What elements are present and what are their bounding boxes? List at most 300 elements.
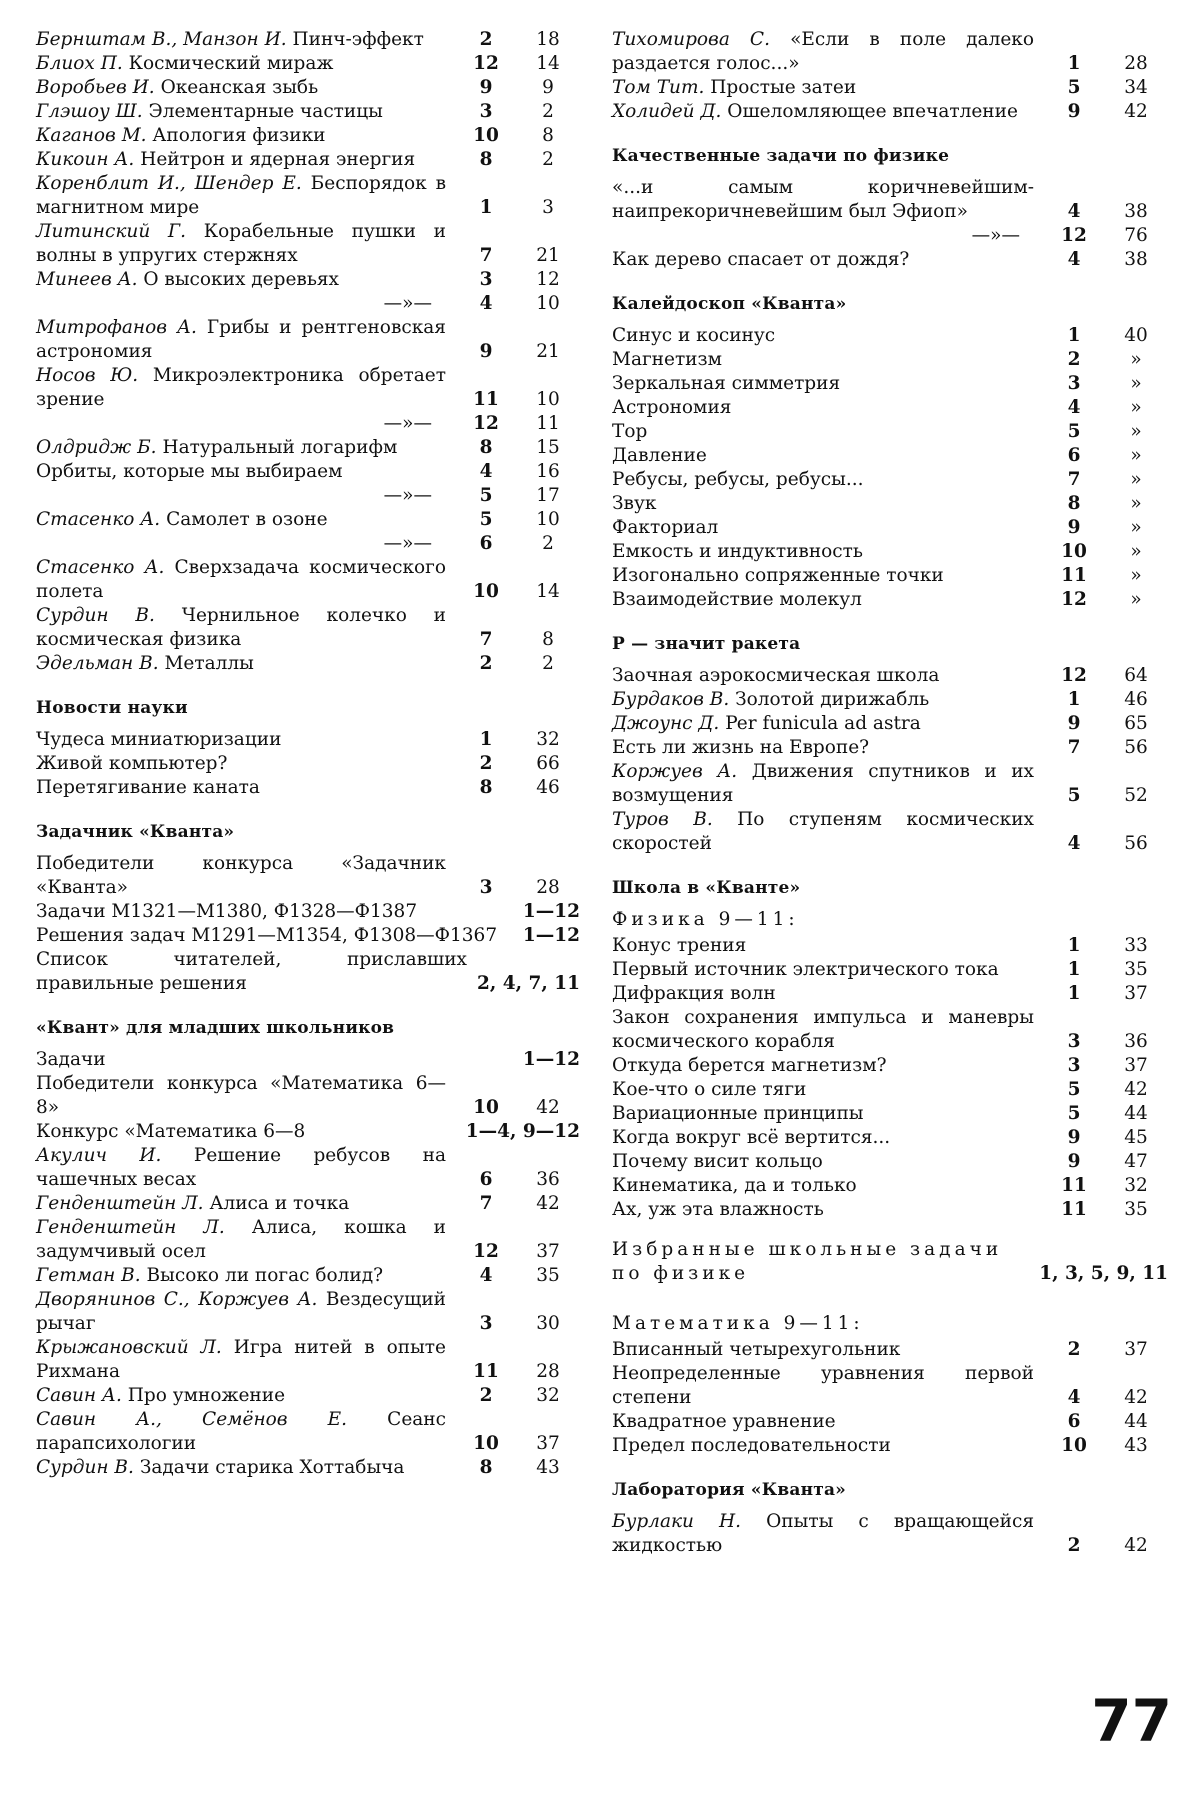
- entry-issue: 8: [479, 437, 493, 458]
- index-entry: [36, 532, 580, 556]
- entry-page: 8: [542, 125, 554, 146]
- entry-title-text: Игра нитей в опыте Рихмана: [36, 1337, 446, 1382]
- entry-page: 35: [536, 1265, 560, 1286]
- qualitative-section: [612, 144, 1168, 272]
- entry-issue: 2: [1067, 349, 1081, 370]
- entry-title: [612, 324, 1044, 348]
- entry-title-text: Кое-что о силе тяги: [612, 1079, 807, 1100]
- index-entry: [36, 1288, 580, 1336]
- index-entry: [36, 268, 580, 292]
- entry-issues: 1—12: [522, 1049, 580, 1070]
- entry-issue: 9: [1067, 1151, 1081, 1172]
- entry-page: 32: [536, 1385, 560, 1406]
- entry-issue: 6: [1067, 445, 1081, 466]
- index-entry: [36, 316, 580, 364]
- index-entry: [36, 484, 580, 508]
- entry-author: Блиох П.: [36, 53, 123, 74]
- index-entry: [612, 934, 1168, 958]
- entry-issue: 3: [1067, 1031, 1081, 1052]
- index-entry: [612, 760, 1168, 808]
- entry-title: [36, 508, 456, 532]
- entry-page: 37: [1124, 1339, 1148, 1360]
- entry-title: [36, 268, 456, 292]
- entry-title-text: Решения задач М1291—М1354, Ф1308—Ф1367: [36, 925, 498, 946]
- entry-title: [612, 396, 1044, 420]
- entry-title: [612, 516, 1044, 540]
- index-entry: [36, 124, 580, 148]
- index-entry: [612, 712, 1168, 736]
- entry-issue: 9: [1067, 713, 1081, 734]
- entry-author: Стасенко А.: [36, 509, 161, 530]
- problem-book-section: [36, 820, 580, 996]
- entry-title: [612, 100, 1044, 124]
- entry-title: [36, 220, 456, 268]
- index-entry: [36, 1192, 580, 1216]
- left-column: [36, 28, 580, 1486]
- entry-title: [36, 1336, 456, 1384]
- entry-page: 28: [536, 1361, 560, 1382]
- entry-issues: 1—12: [522, 925, 580, 946]
- entry-issue: 5: [479, 509, 493, 530]
- entry-title-text: Задачи старика Хоттабыча: [139, 1457, 405, 1478]
- entry-author: Носов Ю.: [36, 365, 139, 386]
- entry-author: Савин А., Семёнов Е.: [36, 1409, 348, 1430]
- index-entry: [36, 924, 580, 948]
- entry-title: [612, 1198, 1044, 1222]
- entry-page: 10: [536, 293, 560, 314]
- index-entry: [612, 76, 1168, 100]
- entry-issue: 2: [479, 29, 493, 50]
- entry-page: 2: [542, 101, 554, 122]
- entry-issue: 8: [479, 777, 493, 798]
- section-heading: Калейдоскоп «Кванта»: [612, 294, 847, 314]
- index-entry: [612, 324, 1168, 348]
- entry-title-text: По ступеням космических скоростей: [612, 809, 1034, 854]
- index-entry: [612, 1102, 1168, 1126]
- right-column: [612, 28, 1168, 1564]
- entry-title-text: Натуральный логарифм: [162, 437, 398, 458]
- entry-page: 37: [1124, 1055, 1148, 1076]
- entry-issue: 4: [1067, 249, 1081, 270]
- entry-issues: 2, 4, 7, 11: [476, 973, 580, 994]
- entry-author: Коренблит И., Шендер Е.: [36, 173, 302, 194]
- entry-issue: 12: [1061, 665, 1087, 686]
- entry-title-text: Океанская зыбь: [160, 77, 319, 98]
- entry-title-text: Задачи М1321—М1380, Ф1328—Ф1387: [36, 901, 418, 922]
- entry-title-text: Предел последовательности: [612, 1435, 891, 1456]
- entry-title-text: Список читателей, приславших правильные решения: [36, 949, 467, 994]
- entry-page: 9: [542, 77, 554, 98]
- entry-title: [612, 540, 1044, 564]
- section-heading: Р — значит ракета: [612, 634, 801, 654]
- index-entry: [612, 444, 1168, 468]
- index-entry: [36, 556, 580, 604]
- entry-title-text: Сверхзадача космического полета: [36, 557, 446, 602]
- index-entry: [612, 1054, 1168, 1078]
- entry-page: 32: [1124, 1175, 1148, 1196]
- entry-page: 14: [536, 53, 560, 74]
- entry-issue: 10: [473, 1433, 499, 1454]
- entry-title: [612, 712, 1044, 736]
- entry-title-text: Вписанный четырехугольник: [612, 1339, 901, 1360]
- entry-author: Глэшоу Ш.: [36, 101, 143, 122]
- entry-title-text: Заочная аэрокосмическая школа: [612, 665, 940, 686]
- entry-title: [36, 1048, 523, 1072]
- entry-title-text: Элементарные частицы: [148, 101, 383, 122]
- entry-issue: 2: [1067, 1339, 1081, 1360]
- index-entry: [612, 540, 1168, 564]
- entry-title: [612, 1410, 1044, 1434]
- entry-issue: 9: [1067, 101, 1081, 122]
- entry-title: —»—: [383, 485, 432, 506]
- entry-title: [612, 808, 1044, 856]
- entry-author: Гетман В.: [36, 1265, 141, 1286]
- entry-title-text: Ах, уж эта влажность: [612, 1199, 824, 1220]
- entry-title: [36, 1384, 456, 1408]
- index-entry: [36, 1384, 580, 1408]
- entry-issue: 5: [1067, 1079, 1081, 1100]
- entry-title-text: Конус трения: [612, 935, 747, 956]
- entry-title: [36, 76, 456, 100]
- entry-title: [36, 364, 456, 412]
- entry-page: 42: [1124, 1079, 1148, 1100]
- entry-title-text: Победители конкурса «Задачник «Кванта»: [36, 853, 446, 898]
- entry-title-text: О высоких деревьях: [143, 269, 339, 290]
- entry-title-text: Апология физики: [152, 125, 326, 146]
- entry-title: [612, 1150, 1044, 1174]
- index-entry: [36, 1072, 580, 1120]
- entry-page: 2: [542, 149, 554, 170]
- entry-page: 56: [1124, 737, 1148, 758]
- entry-page: 64: [1124, 665, 1148, 686]
- kaleidoscope-section: [612, 292, 1168, 612]
- entry-issue: 12: [473, 53, 499, 74]
- index-entry: [36, 28, 580, 52]
- entry-title-text: Откуда берется магнетизм?: [612, 1055, 887, 1076]
- juniors-section: [36, 1016, 580, 1480]
- entry-author: Том Тит.: [612, 77, 705, 98]
- index-entry: [36, 1336, 580, 1384]
- index-entry: [612, 808, 1168, 856]
- entry-page: 76: [1124, 225, 1148, 246]
- entry-author: Кикоин А.: [36, 149, 135, 170]
- entry-issue: 11: [1061, 1175, 1087, 1196]
- entry-page: 42: [536, 1097, 560, 1118]
- entry-title-text: Вариационные принципы: [612, 1103, 864, 1124]
- entry-issue: 10: [1061, 541, 1087, 562]
- entry-title: [36, 148, 456, 172]
- entry-issue: 10: [473, 1097, 499, 1118]
- index-entry: [612, 1078, 1168, 1102]
- entry-author: Стасенко А.: [36, 557, 165, 578]
- entry-page: 46: [1124, 689, 1148, 710]
- entry-author: Крыжановский Л.: [36, 1337, 222, 1358]
- entry-issue: 11: [1061, 565, 1087, 586]
- index-entry: [612, 664, 1168, 688]
- school-section: [612, 876, 1168, 1458]
- entry-title: —»—: [383, 533, 432, 554]
- entry-title: [36, 1192, 456, 1216]
- entry-title-text: Есть ли жизнь на Европе?: [612, 737, 870, 758]
- entry-page: 10: [536, 509, 560, 530]
- entry-title-text: «Если в поле далеко раздается голос...»: [612, 29, 1034, 74]
- index-entry: [36, 1216, 580, 1264]
- entry-issues: 1, 3, 5, 9, 11: [1039, 1263, 1168, 1284]
- entry-author: Тихомирова С.: [612, 29, 770, 50]
- entry-page: 37: [536, 1433, 560, 1454]
- index-entry: [612, 564, 1168, 588]
- entry-title-text: «...и самым коричневейшим-наипрекоричневейшим был Эфиоп»: [612, 177, 1034, 222]
- index-entry: [36, 76, 580, 100]
- entry-title: [612, 1510, 1044, 1558]
- index-entry: [36, 728, 580, 752]
- entry-issue: 1: [479, 197, 493, 218]
- entry-issue: 4: [479, 293, 493, 314]
- entry-title: [612, 934, 1044, 958]
- entry-title: [36, 172, 456, 220]
- entry-issue: 9: [479, 341, 493, 362]
- entry-title-text: Per funicula ad astra: [725, 713, 921, 734]
- entry-title-text: Ребусы, ребусы, ребусы...: [612, 469, 864, 490]
- entry-issue: 7: [1067, 737, 1081, 758]
- entry-title: [612, 420, 1044, 444]
- entry-title: [612, 444, 1044, 468]
- entry-title-text: Победители конкурса «Математика 6—8»: [36, 1073, 446, 1118]
- entry-page: 38: [1124, 201, 1148, 222]
- entry-title: [36, 436, 456, 460]
- entry-title-text: Простые затеи: [710, 77, 857, 98]
- entry-issue: 4: [1067, 833, 1081, 854]
- entry-issue: 9: [479, 77, 493, 98]
- physics-subheading: Физика 9—11:: [612, 909, 799, 930]
- entry-title-text: Зеркальная симметрия: [612, 373, 841, 394]
- entry-issue: 8: [479, 149, 493, 170]
- index-entry: [612, 1150, 1168, 1174]
- entry-title: [612, 760, 1044, 808]
- entry-title: [612, 1434, 1044, 1458]
- entry-page: 46: [536, 777, 560, 798]
- entry-title-text: Металлы: [164, 653, 254, 674]
- entry-issue: 3: [479, 877, 493, 898]
- index-entry: [612, 1338, 1168, 1362]
- entry-page: 66: [536, 753, 560, 774]
- entry-issue: 4: [479, 461, 493, 482]
- index-entry: [36, 776, 580, 800]
- entry-page: 36: [536, 1169, 560, 1190]
- entry-page: 35: [1124, 959, 1148, 980]
- entry-title-text: Движения спутников и их возмущения: [612, 761, 1034, 806]
- index-entry: [36, 508, 580, 532]
- entry-issue: 11: [473, 389, 499, 410]
- entry-page: »: [1130, 469, 1142, 490]
- section-heading: Новости науки: [36, 698, 188, 718]
- entry-page: 18: [536, 29, 560, 50]
- entry-title-text: Изогонально сопряженные точки: [612, 565, 944, 586]
- index-entry: [36, 412, 580, 436]
- entry-author: Туров В.: [612, 809, 713, 830]
- index-entry: [612, 1410, 1168, 1434]
- entry-page: 21: [536, 245, 560, 266]
- entry-author: Бернштам В., Манзон И.: [36, 29, 287, 50]
- index-entry: [36, 100, 580, 124]
- entry-title-text: Беспорядок в магнитном мире: [36, 173, 446, 218]
- entry-issue: 12: [1061, 225, 1087, 246]
- entry-page: 33: [1124, 935, 1148, 956]
- index-entry: [612, 176, 1168, 224]
- entry-issue: 9: [1067, 517, 1081, 538]
- entry-title-text: Перетягивание каната: [36, 777, 260, 798]
- entry-author: Джоунс Д.: [612, 713, 720, 734]
- entry-title: [36, 124, 456, 148]
- entry-issue: 3: [479, 1313, 493, 1334]
- entry-issue: 2: [1067, 1535, 1081, 1556]
- entry-page: 65: [1124, 713, 1148, 734]
- entry-title: [612, 372, 1044, 396]
- index-entry: [612, 420, 1168, 444]
- entry-title: [612, 688, 1044, 712]
- entry-page: 43: [1124, 1435, 1148, 1456]
- entry-title-text: Ошеломляющее впечатление: [727, 101, 1018, 122]
- index-entry: [36, 900, 580, 924]
- entry-title: [612, 588, 1044, 612]
- entry-title: [612, 176, 1044, 224]
- entry-issue: 12: [1061, 589, 1087, 610]
- entry-page: 3: [542, 197, 554, 218]
- entry-issue: 5: [1067, 1103, 1081, 1124]
- entry-issue: 2: [479, 653, 493, 674]
- authors-section: [36, 28, 580, 676]
- entry-title: Избранные школьные задачи по физике: [612, 1239, 1003, 1284]
- entry-author: Минеев А.: [36, 269, 138, 290]
- entry-title: [612, 248, 1044, 272]
- index-entry: [612, 1126, 1168, 1150]
- index-entry: [612, 688, 1168, 712]
- entry-issue: 3: [1067, 373, 1081, 394]
- entry-page: 45: [1124, 1127, 1148, 1148]
- entry-page: 16: [536, 461, 560, 482]
- lab-section: [612, 1478, 1168, 1558]
- entry-title: [36, 652, 456, 676]
- entry-issue: 7: [479, 629, 493, 650]
- entry-issue: 4: [1067, 201, 1081, 222]
- entry-author: Генденштейн Л.: [36, 1217, 225, 1238]
- entry-page: »: [1130, 349, 1142, 370]
- entry-issue: 11: [1061, 1199, 1087, 1220]
- entry-issue: 10: [473, 125, 499, 146]
- entry-title-text: Вездесущий рычаг: [36, 1289, 446, 1334]
- entry-title-text: Микроэлектроника обретает зрение: [36, 365, 446, 410]
- entry-page: »: [1130, 565, 1142, 586]
- entry-page: 2: [542, 533, 554, 554]
- entry-page: »: [1130, 421, 1142, 442]
- entry-issue: 2: [479, 1385, 493, 1406]
- entry-author: Бурдаков В.: [612, 689, 730, 710]
- entry-title-text: Закон сохранения импульса и маневры космического корабля: [612, 1007, 1034, 1052]
- entry-title: —»—: [383, 293, 432, 314]
- entry-title-text: Золотой дирижабль: [735, 689, 930, 710]
- entry-issue: 1: [1067, 983, 1081, 1004]
- entry-page: 14: [536, 581, 560, 602]
- index-entry: [612, 492, 1168, 516]
- entry-page: »: [1130, 541, 1142, 562]
- entry-title-text: Квадратное уравнение: [612, 1411, 836, 1432]
- index-entry: [612, 1362, 1168, 1410]
- entry-title: [36, 752, 456, 776]
- entry-title: [36, 852, 456, 900]
- entry-title-text: Пинч-эффект: [292, 29, 424, 50]
- entry-page: »: [1130, 445, 1142, 466]
- entry-issue: 7: [479, 1193, 493, 1214]
- entry-title: —»—: [383, 413, 432, 434]
- entry-title: [36, 1120, 466, 1144]
- entry-issue: 8: [479, 1457, 493, 1478]
- entry-title-text: Астрономия: [612, 397, 732, 418]
- entry-title-text: Алиса, кошка и задумчивый осел: [36, 1217, 446, 1262]
- entry-page: 35: [1124, 1199, 1148, 1220]
- entry-title-text: Живой компьютер?: [36, 753, 228, 774]
- entry-page: 37: [1124, 983, 1148, 1004]
- entry-title-text: Про умножение: [127, 1385, 286, 1406]
- entry-title: [612, 1078, 1044, 1102]
- index-entry: [36, 1048, 580, 1072]
- entry-issue: 1: [1067, 325, 1081, 346]
- index-entry: [36, 604, 580, 652]
- index-entry: [36, 1144, 580, 1192]
- entry-issue: 10: [473, 581, 499, 602]
- section-heading: Задачник «Кванта»: [36, 822, 235, 842]
- entry-title-text: Давление: [612, 445, 707, 466]
- entry-page: »: [1130, 397, 1142, 418]
- entry-title: [36, 948, 477, 996]
- entry-title: [612, 28, 1044, 76]
- index-entry: [36, 1264, 580, 1288]
- entry-title: [612, 664, 1044, 688]
- entry-author: Олдридж Б.: [36, 437, 157, 458]
- entry-author: Бурлаки Н.: [612, 1511, 742, 1532]
- entry-title: [612, 76, 1044, 100]
- entry-title: [36, 52, 456, 76]
- index-entry: [612, 1434, 1168, 1458]
- entry-issue: 5: [1067, 77, 1081, 98]
- entry-title-text: Почему висит кольцо: [612, 1151, 823, 1172]
- index-entry: [36, 752, 580, 776]
- entry-author: Дворянинов С., Коржуев А.: [36, 1289, 318, 1310]
- entry-title: [36, 1216, 456, 1264]
- entry-page: 36: [1124, 1031, 1148, 1052]
- entry-title-text: Дифракция волн: [612, 983, 776, 1004]
- section-heading: «Квант» для младших школьников: [36, 1018, 395, 1038]
- entry-title-text: Как дерево спасает от дождя?: [612, 249, 910, 270]
- index-entry: [36, 852, 580, 900]
- index-entry: [612, 468, 1168, 492]
- entry-issue: 7: [479, 245, 493, 266]
- entry-title-text: Факториал: [612, 517, 719, 538]
- rocket-section: [612, 632, 1168, 856]
- entry-page: 32: [536, 729, 560, 750]
- entry-title-text: Орбиты, которые мы выбираем: [36, 461, 343, 482]
- entry-author: Митрофанов А.: [36, 317, 197, 338]
- entry-author: Коржуев А.: [612, 761, 738, 782]
- entry-title: [612, 1006, 1044, 1054]
- index-entry: [36, 1120, 580, 1144]
- index-entry: [36, 948, 580, 996]
- entry-title-text: Чудеса миниатюризации: [36, 729, 282, 750]
- entry-title: [36, 728, 456, 752]
- math-subheading: Математика 9—11:: [612, 1313, 864, 1334]
- entry-title: [36, 924, 523, 948]
- entry-title: [612, 736, 1044, 760]
- entry-title: [36, 604, 456, 652]
